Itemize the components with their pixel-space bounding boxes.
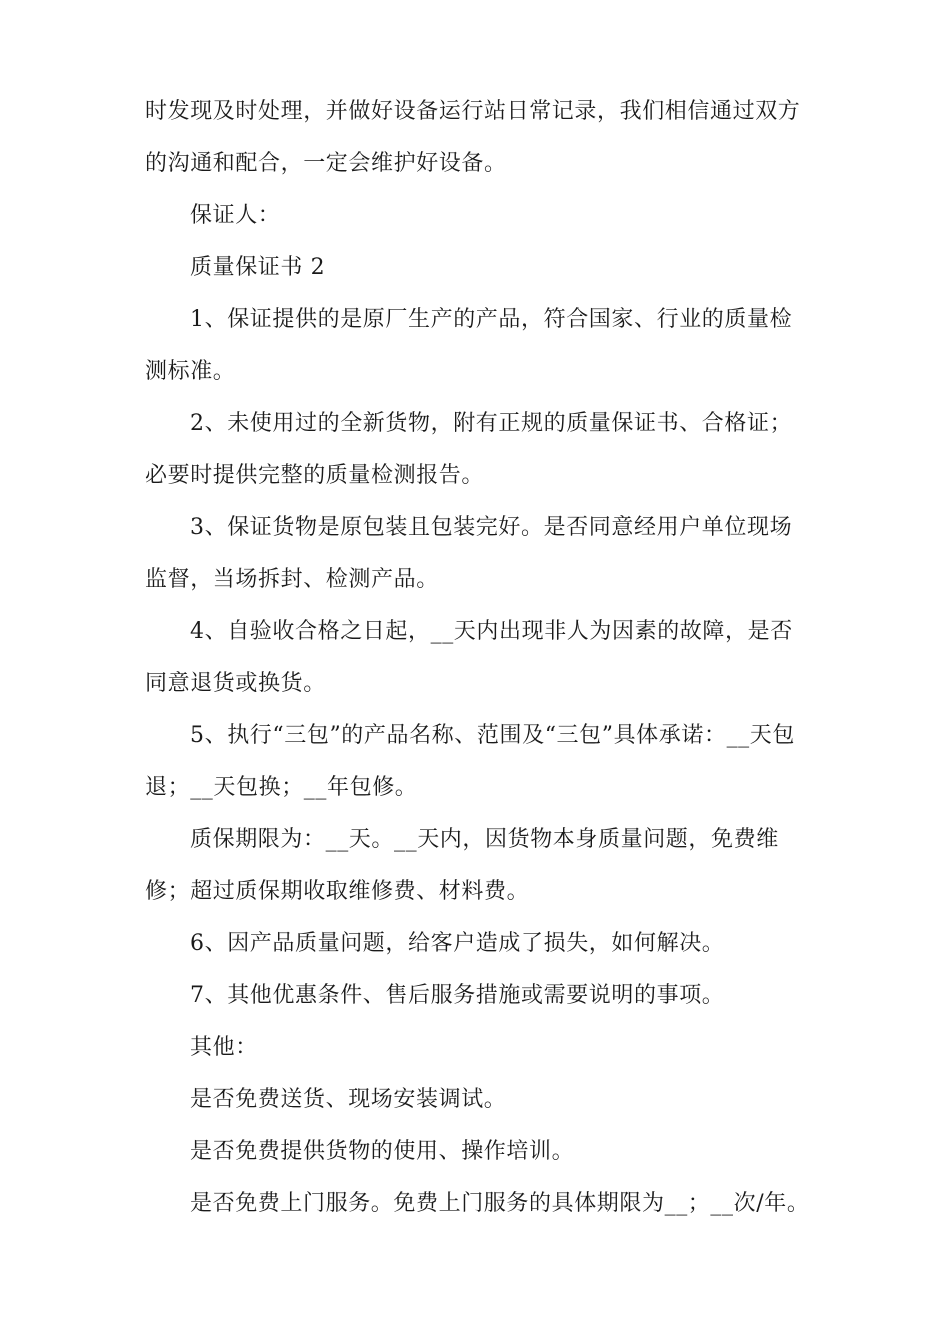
clause-6: 6、因产品质量问题，给客户造成了损失，如何解决。 (190, 931, 725, 956)
clause-2: 2、未使用过的全新货物，附有正规的质量保证书、合格证；必要时提供完整的质量检测报告。 (145, 411, 793, 488)
paragraph-continuation: 时发现及时处理，并做好设备运行站日常记录，我们相信通过双方的沟通和配合，一定会维护好设备。 (145, 99, 801, 176)
clause-4: 4、自验收合格之日起，__天内出现非人为因素的故障，是否同意退货或换货。 (145, 619, 793, 696)
paragraph-guarantor: 保证人： (190, 203, 281, 228)
other-item-delivery: 是否免费送货、现场安装调试。 (190, 1087, 507, 1112)
other-item-service: 是否免费上门服务。免费上门服务的具体期限为__；__次/年。 (190, 1191, 810, 1216)
warranty-period: 质保期限为：__天。__天内，因货物本身质量问题，免费维修；超过质保期收取维修费、材料费。 (145, 827, 779, 904)
clause-1: 1、保证提供的是原厂生产的产品，符合国家、行业的质量检测标准。 (145, 307, 793, 384)
document-body (145, 86, 810, 1230)
clause-5: 5、执行“三包”的产品名称、范围及“三包”具体承诺：__天包退；__天包换；__年包修。 (145, 723, 795, 800)
other-heading: 其他： (190, 1035, 258, 1060)
clause-3: 3、保证货物是原包装且包装完好。是否同意经用户单位现场监督，当场拆封、检测产品。 (145, 515, 793, 592)
section-title: 质量保证书 2 (190, 255, 326, 280)
other-item-training: 是否免费提供货物的使用、操作培训。 (190, 1139, 575, 1164)
clause-7: 7、其他优惠条件、售后服务措施或需要说明的事项。 (190, 983, 725, 1008)
